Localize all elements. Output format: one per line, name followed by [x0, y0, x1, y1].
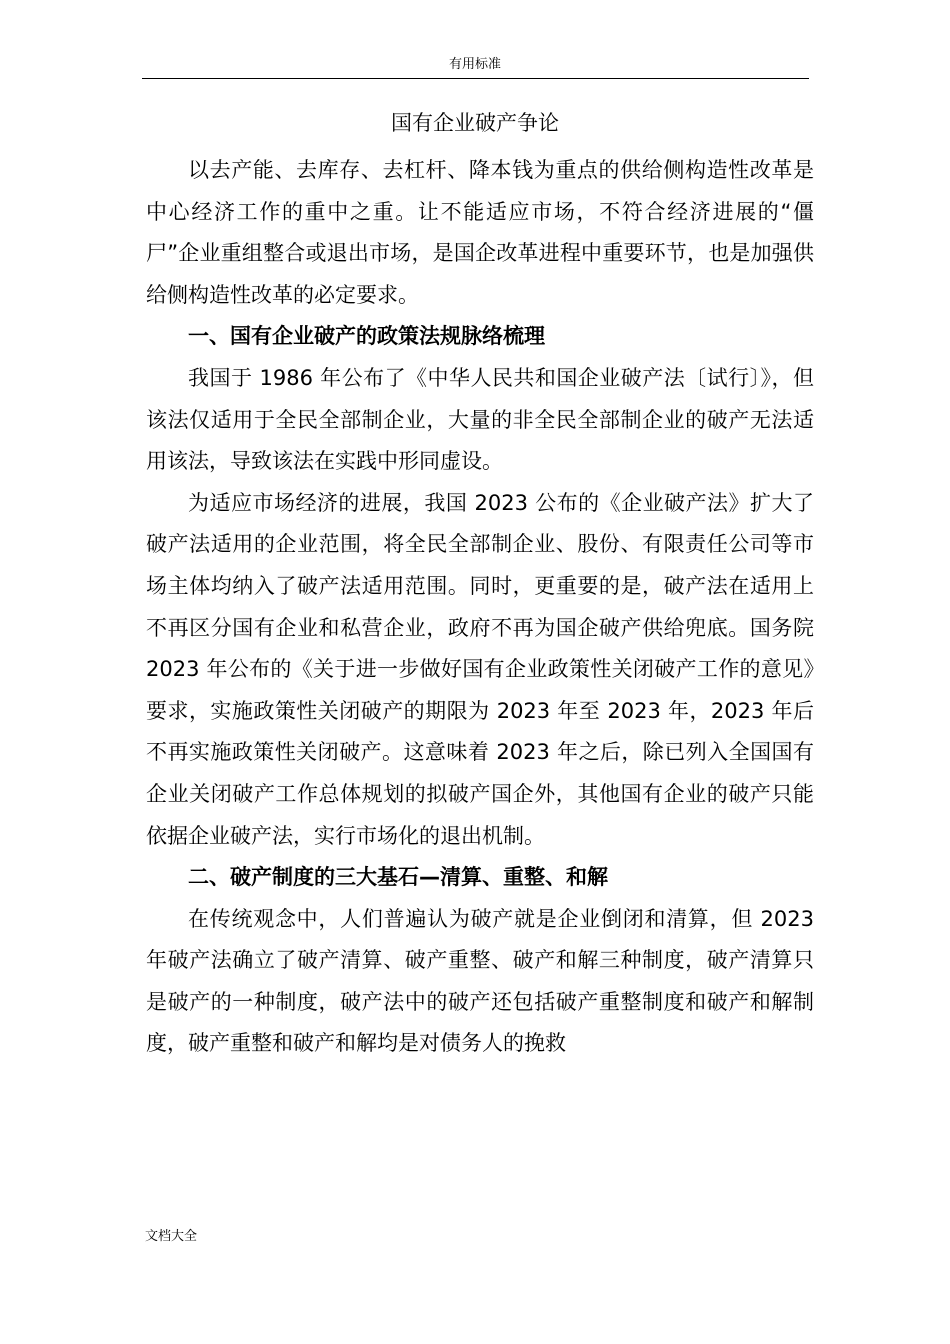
section-1-heading: 一、国有企业破产的政策法规脉络梳理 — [188, 324, 545, 349]
section-1-paragraph-1: 我国于 1986 年公布了《中华人民共和国企业破产法〔试行〕》，但该法仅适用于全民全部制企业，大量的非全民全部制企业的破产无法适用该法，导致该法在实践中形同虚设。 — [146, 365, 814, 474]
section-2-heading: 二、破产制度的三大基石—清算、重整、和解 — [188, 865, 608, 890]
page-header: 有用标准 — [448, 57, 501, 72]
page-footer: 文档大全 — [145, 1229, 198, 1244]
section-1-paragraph-2: 为适应市场经济的进展，我国 2023 公布的《企业破产法》扩大了破产法适用的企业范围，将全民全部制企业、股份、有限责任公司等市场主体均纳入了破产法适用范围。同时，更重要的是，破产法在适用上不再区分国有企业和私营企业，政府不再为国企破产供给兜底。国务院 2023 年公布的《关于进一步做好国有企业政策性关闭破产工作的意见》要求，实施政策性关闭破产的期限为 2023 年至 2023 年，2023 年后不再实施政策性关闭破产。这意味着 2023 年之后，除已列入全国国有企业关闭破产工作总体规划的拟破产国企外，其他国有企业的破产只能依据企业破产法，实行市场化的退出机制。 — [146, 490, 814, 848]
header-divider — [142, 78, 809, 79]
document-title: 国有企业破产争论 — [391, 111, 559, 135]
section-2-paragraph-1: 在传统观念中，人们普遍认为破产就是企业倒闭和清算，但 2023 年破产法确立了破产清算、破产重整、破产和解三种制度，破产清算只是破产的一种制度，破产法中的破产还包括破产重整制度和破产和解制度，破产重整和破产和解均是对债务人的挽救 — [146, 906, 814, 1056]
intro-paragraph: 以去产能、去库存、去杠杆、降本钱为重点的供给侧构造性改革是中心经济工作的重中之重。让不能适应市场，不符合经济进展的“僵尸”企业重组整合或退出市场，是国企改革进程中重要环节，也是加强供给侧构造性改革的必定要求。 — [146, 158, 814, 307]
document-body — [146, 150, 814, 1065]
